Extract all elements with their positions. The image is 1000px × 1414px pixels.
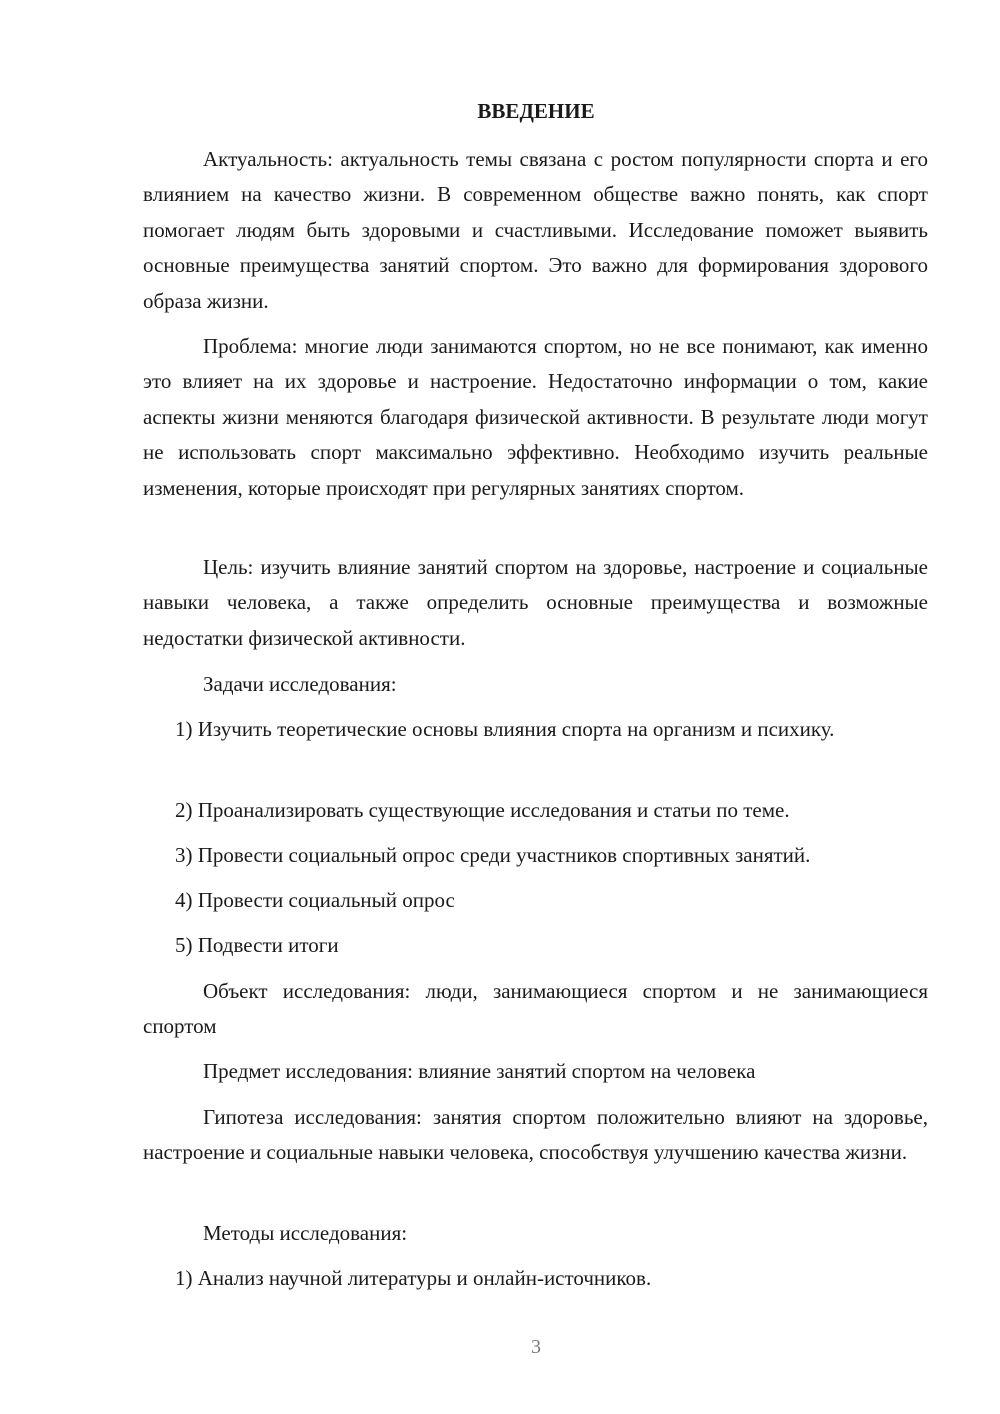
list-item-task-2: 2) Проанализировать существующие исследования и статьи по теме. <box>175 798 790 822</box>
list-item-task-3: 3) Провести социальный опрос среди участников спортивных занятий. <box>175 843 811 867</box>
list-item-task-4: 4) Провести социальный опрос <box>175 888 455 912</box>
section-title: ВВЕДЕНИЕ <box>477 99 595 123</box>
paragraph-object: Объект исследования: люди, занимающиеся спортом и не занимающиеся спортом <box>143 979 928 1039</box>
paragraph-tasks-heading: Задачи исследования: <box>203 672 397 696</box>
paragraph-subject: Предмет исследования: влияние занятий спортом на человека <box>203 1059 756 1083</box>
list-item-method-1: 1) Анализ научной литературы и онлайн-источников. <box>175 1266 652 1290</box>
paragraph-relevance: Актуальность: актуальность темы связана с ростом популярности спорта и его влиянием на качество жизни. В современном обществе важно понять, как спорт помогает людям быть здоровыми и счастливыми. Исследование поможет выявить основные преимущества занятий спортом. Это важно для формирования здорового образа жизни. <box>143 147 928 313</box>
list-item-task-1: 1) Изучить теоретические основы влияния спорта на организм и психику. <box>175 717 835 741</box>
paragraph-goal: Цель: изучить влияние занятий спортом на здоровье, настроение и социальные навыки человека, а также определить основные преимущества и возможные недостатки физической активности. <box>143 555 928 650</box>
paragraph-hypothesis: Гипотеза исследования: занятия спортом положительно влияют на здоровье, настроение и социальные навыки человека, способствуя улучшению качества жизни. <box>143 1105 928 1165</box>
paragraph-problem: Проблема: многие люди занимаются спортом, но не все понимают, как именно это влияет на их здоровье и настроение. Недостаточно информации о том, какие аспекты жизни меняются благодаря физической активности. В результате люди могут не использовать спорт максимально эффективно. Необходимо изучить реальные изменения, которые происходят при регулярных занятиях спортом. <box>143 334 928 500</box>
list-item-task-5: 5) Подвести итоги <box>175 933 339 957</box>
page-number: 3 <box>531 1336 541 1358</box>
paragraph-methods-heading: Методы исследования: <box>203 1221 408 1245</box>
